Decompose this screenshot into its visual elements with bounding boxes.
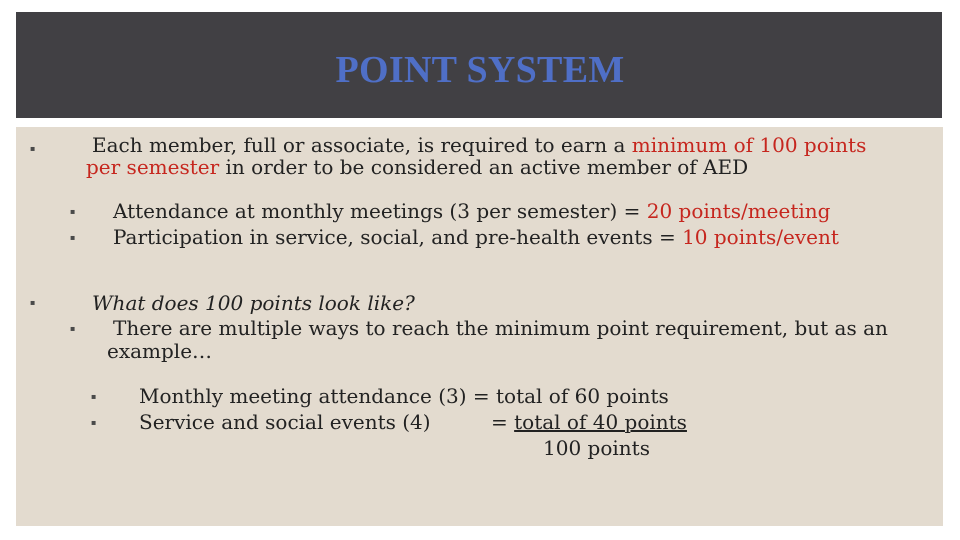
bullet-icon: ▪	[91, 418, 97, 427]
per-semester-highlight: per semester	[86, 155, 220, 179]
example-row-events-value: = total of 40 points	[491, 410, 687, 434]
example-row-events: Service and social events (4)	[139, 410, 431, 434]
question-heading: What does 100 points look like?	[92, 291, 415, 315]
example-row-meetings: Monthly meeting attendance (3) = total of 60 points	[139, 384, 669, 408]
slide-title: POINT SYSTEM	[335, 49, 625, 91]
bullet-icon: ▪	[91, 392, 97, 401]
example-total: 100 points	[543, 436, 650, 460]
requirement-line-1: Each member, full or associate, is required to earn a minimum of 100 points	[92, 133, 867, 157]
attendance-rule: Attendance at monthly meetings (3 per semester) = 20 points/meeting	[113, 199, 831, 223]
bullet-icon: ▪	[30, 298, 36, 307]
requirement-line-2: per semester in order to be considered an active member of AED	[86, 155, 749, 179]
minimum-points-highlight: minimum of 100 points	[631, 133, 867, 157]
bullet-icon: ▪	[70, 233, 76, 242]
participation-points: 10 points/event	[682, 225, 839, 249]
participation-rule: Participation in service, social, and pre-health events = 10 points/event	[113, 225, 839, 249]
bullet-icon: ▪	[70, 324, 76, 333]
explanation-line-1: There are multiple ways to reach the minimum point requirement, but as an	[113, 316, 888, 340]
bullet-icon: ▪	[70, 207, 76, 216]
explanation-line-2: example…	[107, 339, 213, 363]
attendance-points: 20 points/meeting	[646, 199, 831, 223]
bullet-icon: ▪	[30, 144, 36, 153]
